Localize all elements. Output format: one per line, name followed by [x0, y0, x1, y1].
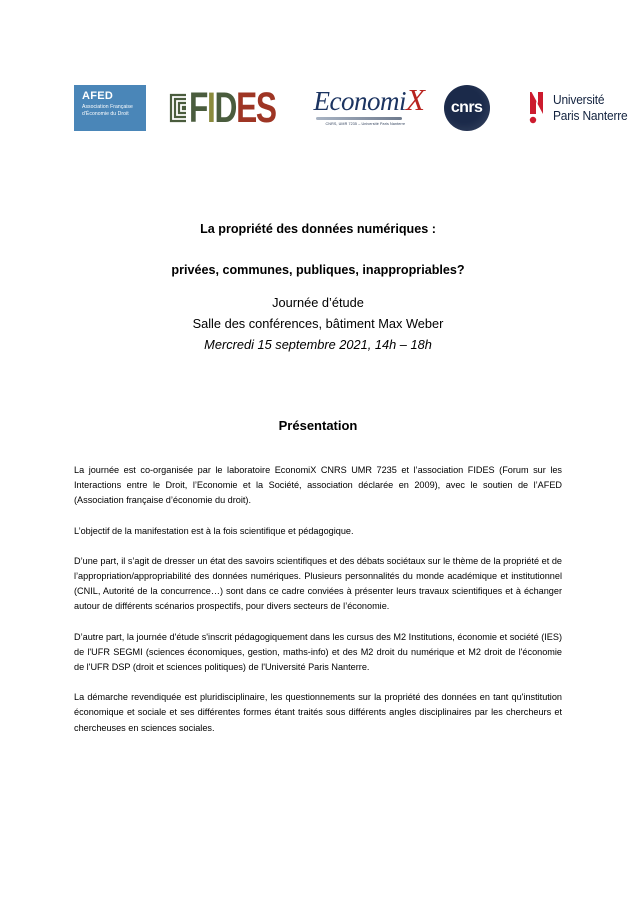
body-paragraph: D’autre part, la journée d'étude s'inscrit pédagogiquement dans les cursus des M2 Institutions, économie et société (IES) de l'UFR SEGMI (sciences économiques, gestion, maths-info) et des M2 droit du numérique et M2 droit de l'économie de l'UFR DSP (droit et sciences politiques) de l'Université Paris Nanterre.: [74, 631, 562, 673]
economix-logo: [313, 82, 425, 131]
afed-logo-subtitle-line2: d'Économie du Droit: [82, 111, 129, 117]
fides-spiral-icon: [168, 93, 188, 123]
cnrs-logo-wordmark: cnrs: [450, 99, 483, 116]
cnrs-logo: [444, 85, 490, 131]
economix-logo-wordmark: EconomiX: [313, 82, 425, 117]
afed-logo: [74, 85, 146, 131]
event-meta: [0, 292, 636, 355]
paris-nanterre-logo: [528, 85, 634, 131]
body-paragraph: L’objectif de la manifestation est à la fois scientifique et pédagogique.: [74, 525, 354, 536]
body-paragraph: D’une part, il s’agit de dresser un état des savoirs scientifiques et des débats sociétaux sur le thème de la propriété et de l’appropriation/appropriabilité des données numériques. Plusieurs personnalités du monde académique et institutionnel (CNIL, Autorité de la concurrence…) sont dans ce cadre conviées à présenter leurs travaux scientifiques et à échanger autour de différents scénarios prospectifs, pour divers secteurs de l’économie.: [74, 555, 562, 612]
body-text: [74, 463, 562, 736]
body-paragraph: La journée est co-organisée par le laboratoire EconomiX CNRS UMR 7235 et l’association FIDES (Forum sur les Interactions entre le Droit, l’Economie et la Société, association déclarée en 2009), avec le soutien de l’AFED (Association française d’économie du droit).: [74, 465, 562, 506]
document-title-line2: privées, communes, publiques, inappropriables?: [171, 263, 465, 277]
afed-logo-subtitle-line1: Association Française: [82, 104, 133, 110]
event-type: Journée d’étude: [272, 295, 364, 310]
event-datetime: Mercredi 15 septembre 2021, 14h – 18h: [204, 337, 432, 352]
document-title-line1: La propriété des données numériques :: [200, 222, 436, 236]
paris-nanterre-logo-line2: Paris Nanterre: [552, 108, 628, 123]
partner-logo-band: [0, 78, 636, 138]
event-venue: Salle des conférences, bâtiment Max Weber: [192, 316, 444, 331]
economix-logo-subtitle: CNRS, UMR 7235 – Université Paris Nanterre: [325, 122, 406, 126]
nanterre-n-mark-icon: [528, 89, 553, 127]
fides-logo-wordmark: FIDES: [189, 83, 276, 132]
document-title: [0, 222, 636, 278]
section-heading-presentation: Présentation: [278, 418, 358, 433]
body-paragraph: La démarche revendiquée est pluridisciplinaire, les questionnements sur la propriété des données en tant qu'institution économique et sociale et ses différentes formes étant traités sous différents angles disciplinaires par les chercheurs et chercheuses en sciences sociales.: [74, 692, 562, 733]
paris-nanterre-logo-text: [553, 92, 634, 124]
economix-logo-underline: [316, 117, 402, 120]
fides-logo: [168, 83, 288, 132]
paris-nanterre-logo-line1: Université: [552, 92, 604, 107]
afed-logo-name: AFED: [82, 90, 114, 102]
